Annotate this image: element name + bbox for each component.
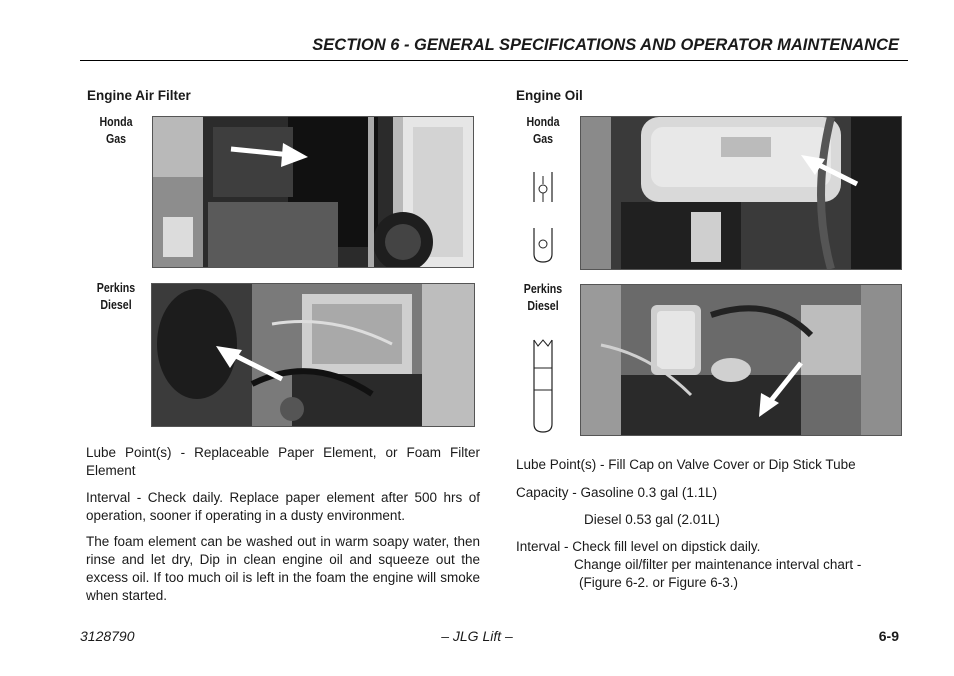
engine-air-filter-heading: Engine Air Filter	[87, 88, 191, 103]
air-filter-lube-point: Lube Point(s) - Replaceable Paper Element, or Foam Filter Element	[86, 445, 480, 478]
perkins-oil-photo	[580, 284, 902, 436]
oil-figure-reference: (Figure 6-2. or Figure 6-3.)	[579, 575, 739, 590]
label-line-perkins: Perkins	[96, 281, 136, 295]
label-line-gas: Gas	[105, 132, 127, 146]
oil-capacity-diesel: Diesel 0.53 gal (2.01L)	[584, 512, 720, 527]
perkins-air-filter-photo	[151, 283, 475, 427]
honda-air-filter-photo	[152, 116, 474, 268]
honda-oil-photo	[580, 116, 902, 270]
perkins-diesel-label-right	[521, 281, 565, 315]
oil-interval: Interval - Check fill level on dipstick daily.	[516, 539, 761, 554]
label-line-diesel: Diesel	[527, 299, 559, 313]
perkins-dipstick-icon	[531, 338, 555, 436]
oil-change-note: Change oil/filter per maintenance interval chart -	[574, 557, 862, 572]
honda-gas-label-right	[521, 114, 565, 148]
document-number: 3128790	[80, 628, 135, 644]
label-line-honda: Honda	[99, 115, 133, 129]
oil-capacity-gasoline: Capacity - Gasoline 0.3 gal (1.1L)	[516, 485, 718, 500]
section-title: SECTION 6 - GENERAL SPECIFICATIONS AND OPERATOR MAINTENANCE	[312, 36, 899, 54]
foam-element-instructions: The foam element can be washed out in warm soapy water, then rinse and let dry, Dip in clean engine oil and squeeze out the excess oil. If too much oil is left in the foam the engine will smoke when started.	[86, 534, 480, 603]
footer-title: – JLG Lift –	[441, 628, 513, 644]
label-line-perkins: Perkins	[523, 282, 563, 296]
label-line-honda: Honda	[526, 115, 560, 129]
honda-gas-label-left	[94, 114, 138, 148]
page-number: 6-9	[878, 628, 899, 644]
engine-oil-heading: Engine Oil	[516, 88, 583, 103]
oil-lube-point: Lube Point(s) - Fill Cap on Valve Cover or Dip Stick Tube	[516, 457, 856, 472]
honda-dipstick-icon	[531, 168, 555, 268]
perkins-diesel-label-left	[94, 280, 138, 314]
label-line-gas: Gas	[532, 132, 554, 146]
header-rule	[80, 60, 908, 61]
air-filter-interval: Interval - Check daily. Replace paper element after 500 hrs of operation, sooner if operating in a dusty environment.	[86, 490, 480, 523]
label-line-diesel: Diesel	[100, 298, 132, 312]
